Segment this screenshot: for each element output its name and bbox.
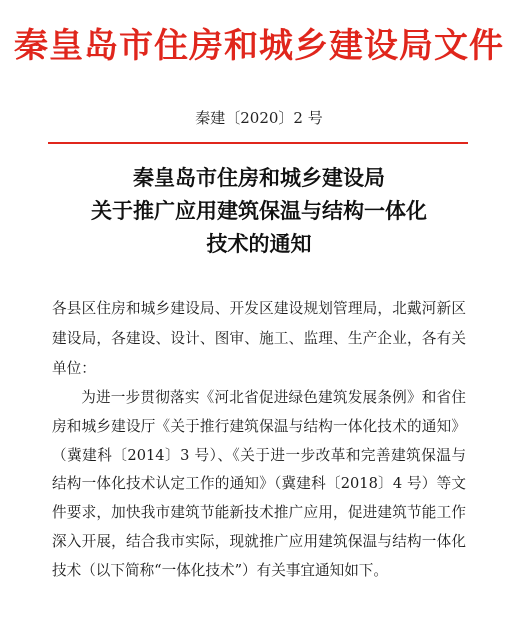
document-title [0, 162, 518, 261]
addressee-paragraph: 各县区住房和城乡建设局、开发区建设规划管理局，北戴河新区建设局，各建设、设计、图审、施工、监理、生产企业，各有关单位： [52, 300, 466, 377]
title-line-3: 技术的通知 [206, 232, 312, 256]
issuer-header: 秦皇岛市住房和城乡建设局文件 [14, 26, 504, 66]
header-divider [48, 142, 468, 144]
document-number: 秦建〔2020〕2 号 [195, 109, 323, 127]
title-line-2: 关于推广应用建筑保温与结构一体化 [91, 199, 427, 223]
title-line-1: 秦皇岛市住房和城乡建设局 [133, 166, 385, 190]
body-paragraph: 为进一步贯彻落实《河北省促进绿色建筑发展条例》和省住房和城乡建设厅《关于推行建筑保温与结构一体化技术的通知》（冀建科〔2014〕3 号）、《关于进一步改革和完善建筑保温与结构一体化技术认定工作的通知》（冀建科〔2018〕4 号）等文件要求，加快我市建筑节能新技术推广应用，促进建筑节能工作深入开展，结合我市实际，现就推广应用建筑保温与结构一体化技术（以下简称“一体化技术”）有关事宜通知如下。 [52, 389, 466, 579]
